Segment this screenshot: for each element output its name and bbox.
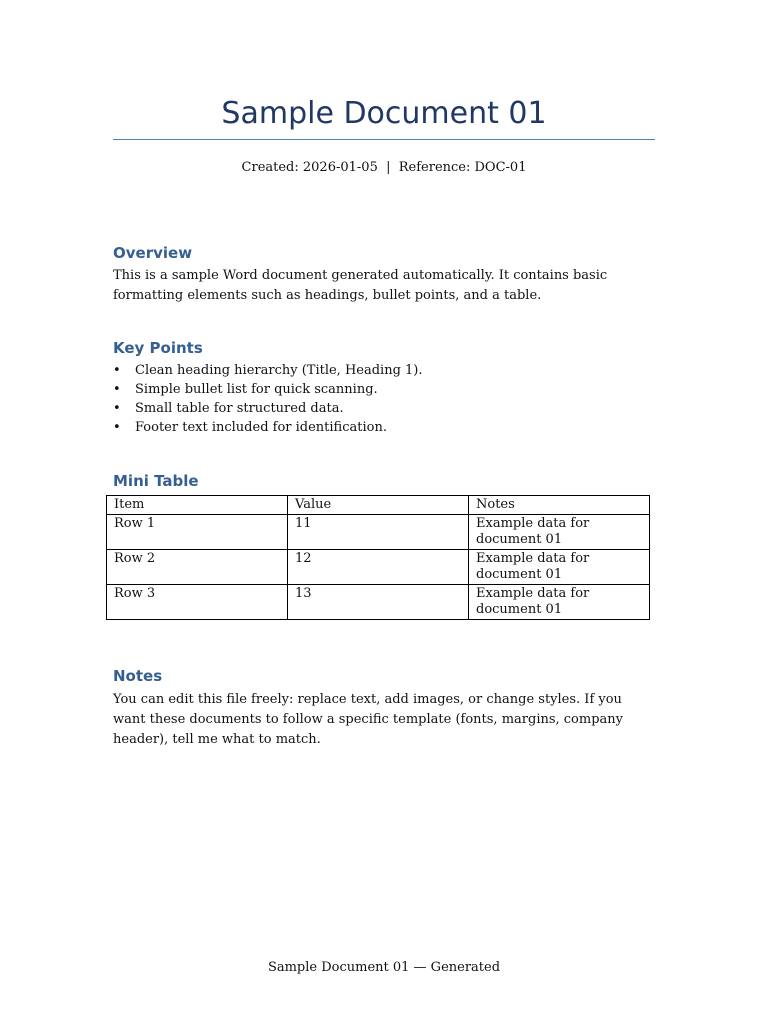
table-row — [107, 550, 650, 585]
table-header-row — [107, 496, 650, 515]
table-cell-notes: Example data for document 01 — [469, 550, 650, 585]
table-cell-value: 13 — [288, 585, 469, 620]
list-item — [113, 399, 653, 418]
document-title: Sample Document 01 — [221, 96, 547, 131]
key-points-list — [113, 361, 653, 437]
bullet-icon: • — [113, 401, 121, 416]
list-item-text: Small table for structured data. — [135, 401, 344, 416]
overview-heading: Overview — [113, 244, 193, 262]
table-cell-value: 12 — [288, 550, 469, 585]
notes-paragraph: You can edit this file freely: replace text, add images, or change styles. If you want these documents to follow a specific template (fonts, margins, company header), tell me what to match. — [113, 692, 624, 747]
bullet-icon: • — [113, 382, 121, 397]
mini-table — [106, 495, 650, 620]
page-footer: Sample Document 01 — Generated — [267, 960, 501, 975]
table-row — [107, 515, 650, 550]
table-row — [107, 585, 650, 620]
bullet-icon: • — [113, 363, 121, 378]
table-cell-value: 11 — [288, 515, 469, 550]
overview-paragraph: This is a sample Word document generated automatically. It contains basic formatting elements such as headings, bullet points, and a table. — [113, 268, 608, 303]
list-item — [113, 361, 653, 380]
list-item-text: Clean heading hierarchy (Title, Heading 1). — [135, 363, 423, 378]
bullet-icon: • — [113, 420, 121, 435]
list-item-text: Footer text included for identification. — [135, 420, 387, 435]
table-cell-item: Row 1 — [107, 515, 288, 550]
table-cell-notes: Example data for document 01 — [469, 515, 650, 550]
table-header-item: Item — [107, 496, 288, 515]
notes-heading: Notes — [113, 667, 163, 685]
table-cell-item: Row 3 — [107, 585, 288, 620]
list-item-text: Simple bullet list for quick scanning. — [135, 382, 378, 397]
table-cell-item: Row 2 — [107, 550, 288, 585]
table-header-notes: Notes — [469, 496, 650, 515]
list-item — [113, 418, 653, 437]
key-points-heading: Key Points — [113, 339, 203, 357]
document-meta-line: Created: 2026-01-05 | Reference: DOC-01 — [241, 160, 527, 175]
list-item — [113, 380, 653, 399]
table-header-value: Value — [288, 496, 469, 515]
table-cell-notes: Example data for document 01 — [469, 585, 650, 620]
mini-table-heading: Mini Table — [113, 472, 199, 490]
title-underline-rule — [113, 139, 655, 140]
